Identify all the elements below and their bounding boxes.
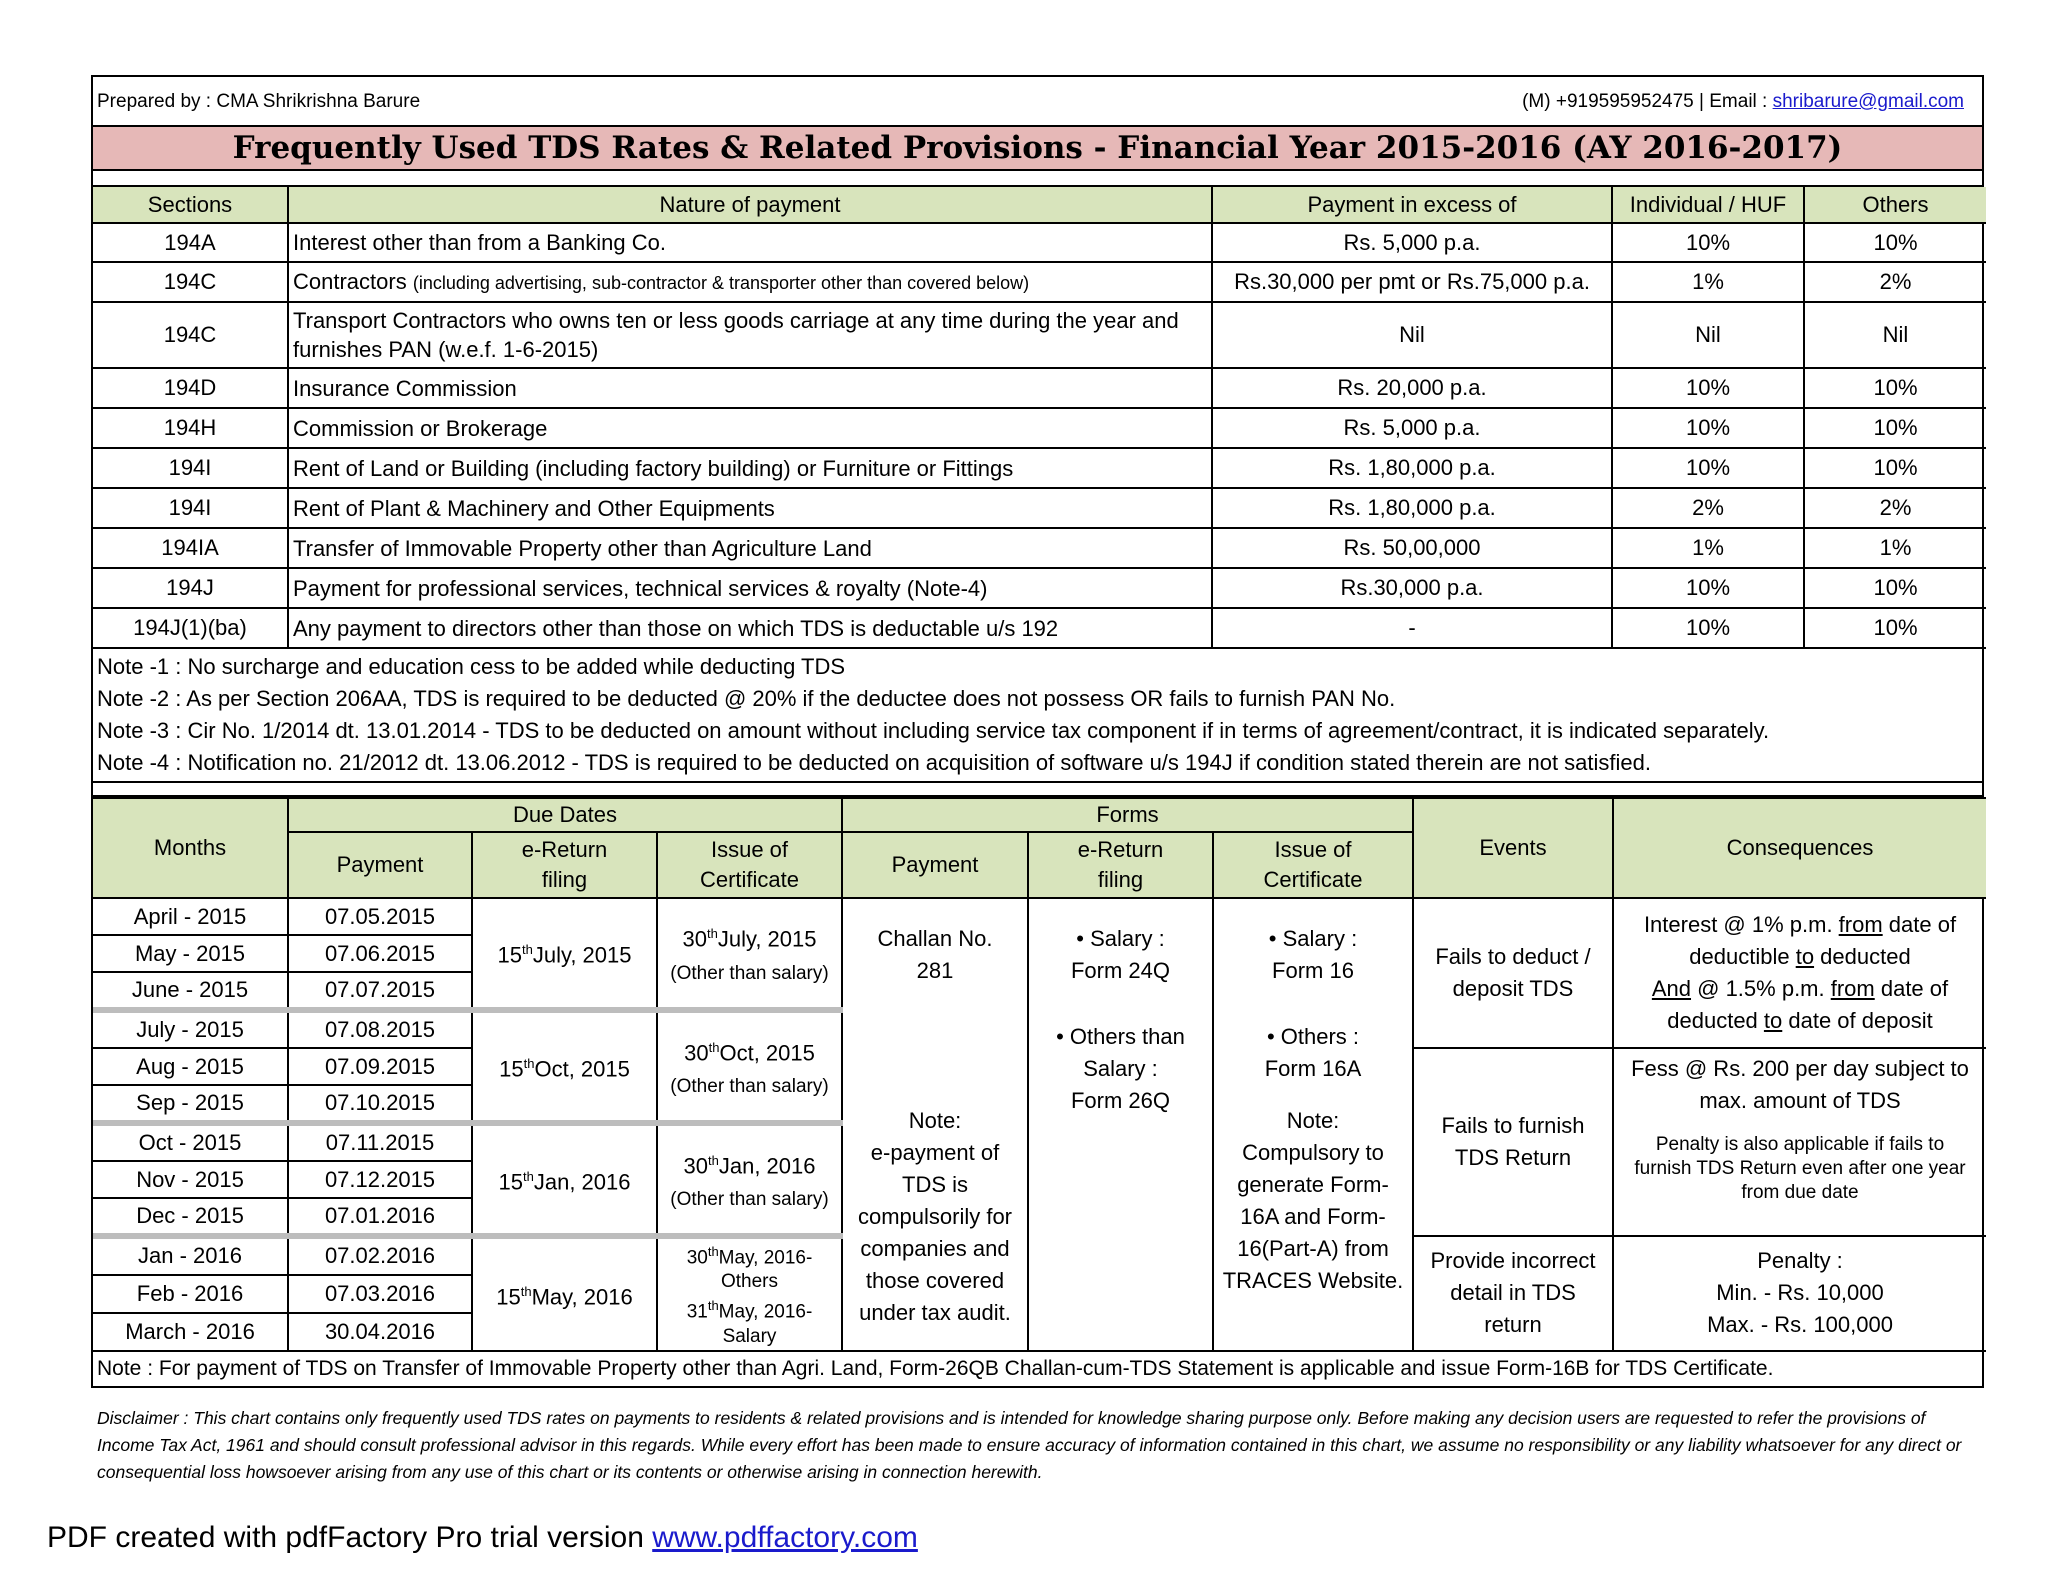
- limit-cell: Rs.30,000 per pmt or Rs.75,000 p.a.: [1212, 262, 1612, 302]
- spacer: [1618, 1117, 1982, 1133]
- event-line-1: Fails to deduct /: [1435, 944, 1591, 969]
- month-cell: Sep - 2015: [93, 1085, 288, 1123]
- header-limit: Payment in excess of: [1212, 187, 1612, 223]
- challan-line-1: Challan No.: [877, 926, 993, 951]
- date-rest: Oct, 2015: [719, 1040, 815, 1066]
- consequence-line-1: Fess @ Rs. 200 per day subject to: [1631, 1056, 1969, 1081]
- issue-note-line: 16A and Form-: [1240, 1204, 1386, 1229]
- date-rest: Jan, 2016: [533, 1169, 631, 1195]
- spacer: [93, 171, 1982, 187]
- limit-cell: Rs. 20,000 p.a.: [1212, 368, 1612, 408]
- nature-cell: Insurance Commission: [288, 368, 1212, 408]
- nature-cell: Commission or Brokerage: [288, 408, 1212, 448]
- rate-row: [93, 448, 1986, 488]
- issue-note-line: Compulsory to: [1242, 1140, 1384, 1165]
- certificate-note: (Other than salary): [670, 1076, 829, 1098]
- ereturn-others-line-2: Salary :: [1083, 1056, 1158, 1081]
- individual-rate-cell: 10%: [1612, 408, 1804, 448]
- event-line-1: Provide incorrect: [1430, 1248, 1596, 1274]
- header-issue-line-2: Certificate: [699, 867, 800, 892]
- date-rest: Oct, 2015: [534, 1056, 630, 1082]
- section-cell: 194D: [93, 368, 288, 408]
- certificate-line-4: Salary: [722, 1325, 777, 1347]
- note-3: Note -3 : Cir No. 1/2014 dt. 13.01.2014 - TDS to be deducted on amount without including service tax component if in terms of agreement/contract, it is indicated separately.: [97, 718, 1770, 743]
- nature-cell: [288, 262, 1212, 302]
- forms-ereturn-cell: [1028, 898, 1213, 1351]
- month-cell: Dec - 2015: [93, 1198, 288, 1236]
- note-2: Note -2 : As per Section 206AA, TDS is required to be deducted @ 20% if the deductee does not possess OR fails to furnish PAN No.: [97, 686, 1396, 711]
- contact-prefix: (M) +919595952475 | Email :: [1522, 91, 1773, 112]
- payment-date-cell: 07.10.2015: [288, 1085, 472, 1123]
- others-rate-cell: 2%: [1804, 262, 1986, 302]
- day: 30: [684, 1040, 709, 1066]
- contact-info: [1522, 91, 1964, 113]
- forms-payment-cell: [842, 898, 1028, 1351]
- event-line-2: deposit TDS: [1452, 976, 1574, 1001]
- text: @ 1.5% p.m.: [1691, 976, 1831, 1001]
- due-dates-table: [93, 797, 1986, 1352]
- individual-rate-cell: 10%: [1612, 448, 1804, 488]
- spacer: [93, 783, 1982, 797]
- ereturn-date-cell: [472, 898, 657, 1010]
- consequence-line-5: from due date: [1741, 1182, 1859, 1203]
- consequence-line-3: Max. - Rs. 100,000: [1707, 1312, 1893, 1338]
- header-forms-payment: Payment: [842, 832, 1028, 898]
- rate-row: [93, 262, 1986, 302]
- date-rest: Jan, 2016: [718, 1153, 816, 1179]
- day: 30: [686, 1247, 708, 1269]
- nature-text: Contractors: [293, 268, 407, 294]
- individual-rate-cell: 10%: [1612, 368, 1804, 408]
- header-ereturn-line-2: filing: [541, 867, 588, 892]
- pdf-footer: [47, 1521, 918, 1555]
- payment-note-line: under tax audit.: [859, 1300, 1011, 1325]
- event-cell: [1413, 1236, 1613, 1351]
- header-ereturn-line-1: e-Return: [521, 837, 608, 862]
- consequence-line-3: Penalty is also applicable if fails to: [1655, 1134, 1945, 1155]
- others-rate-cell: 10%: [1804, 223, 1986, 262]
- notes-block: [93, 649, 1982, 783]
- section-cell: 194H: [93, 408, 288, 448]
- header-bar: [93, 77, 1982, 127]
- certificate-line-1: [662, 1240, 837, 1270]
- consequence-cell: [1613, 1048, 1986, 1236]
- header-due-dates: Due Dates: [288, 798, 842, 832]
- date-rest: May, 2016: [531, 1283, 633, 1309]
- note-1: Note -1 : No surcharge and education cess to be added while deducting TDS: [97, 654, 846, 679]
- nature-cell: Rent of Land or Building (including factory building) or Furniture or Fittings: [288, 448, 1212, 488]
- header-issue-line-1: Issue of: [1274, 837, 1352, 862]
- section-cell: 194C: [93, 262, 288, 302]
- ereturn-salary-line-2: Form 24Q: [1070, 958, 1171, 983]
- month-cell: March - 2016: [93, 1313, 288, 1351]
- text-underlined: to: [1795, 944, 1815, 969]
- text-underlined: And: [1651, 976, 1692, 1001]
- event-cell: [1413, 898, 1613, 1048]
- text: date of deposit: [1782, 1008, 1933, 1033]
- month-cell: Jan - 2016: [93, 1236, 288, 1275]
- day: 15: [497, 942, 522, 968]
- others-rate-cell: 10%: [1804, 368, 1986, 408]
- certificate-date-cell: [657, 1236, 842, 1351]
- month-cell: Oct - 2015: [93, 1123, 288, 1161]
- issue-others-line-1: • Others :: [1266, 1024, 1360, 1049]
- text: date of: [1874, 976, 1949, 1001]
- header-forms: Forms: [842, 798, 1413, 832]
- day: 30: [682, 926, 707, 952]
- payment-note-line: compulsorily for: [857, 1204, 1013, 1229]
- text: Interest @ 1% p.m.: [1643, 912, 1839, 937]
- section-cell: 194I: [93, 488, 288, 528]
- rates-header-row: [93, 187, 1986, 223]
- certificate-date-cell: [657, 1123, 842, 1236]
- issue-note-line: 16(Part-A) from: [1237, 1236, 1389, 1261]
- event-line-2: TDS Return: [1454, 1145, 1572, 1170]
- rate-row: [93, 528, 1986, 568]
- header-nature: Nature of payment: [288, 187, 1212, 223]
- day: 15: [496, 1283, 521, 1309]
- header-months: Months: [93, 798, 288, 898]
- individual-rate-cell: 10%: [1612, 568, 1804, 608]
- issue-note-line: generate Form-: [1237, 1172, 1389, 1197]
- payment-note-line: e-payment of: [870, 1140, 1000, 1165]
- ereturn-others-line-1: • Others than: [1056, 1024, 1185, 1049]
- nature-note: (including advertising, sub-contractor & transporter other than covered below): [412, 272, 1030, 293]
- month-cell: Nov - 2015: [93, 1161, 288, 1198]
- consequence-line-2: max. amount of TDS: [1699, 1088, 1901, 1113]
- certificate-line-2: Others: [720, 1271, 779, 1293]
- consequence-line-1: [1618, 909, 1982, 941]
- challan-line-2: 281: [916, 958, 954, 983]
- prepared-by: Prepared by : CMA Shrikrishna Barure: [97, 91, 421, 112]
- text-underlined: from: [1838, 912, 1883, 937]
- header-due-ereturn: [472, 832, 657, 898]
- nature-cell: Transport Contractors who owns ten or less goods carriage at any time during the year and furnishes PAN (w.e.f. 1-6-2015): [288, 302, 1212, 368]
- text: deducted: [1667, 1008, 1764, 1033]
- text: date of: [1882, 912, 1957, 937]
- ereturn-salary-line-1: • Salary :: [1076, 926, 1165, 951]
- ordinal: th: [521, 942, 533, 958]
- others-rate-cell: 10%: [1804, 568, 1986, 608]
- issue-others-line-2: Form 16A: [1264, 1056, 1362, 1081]
- issue-salary-line-1: • Salary :: [1268, 926, 1358, 951]
- limit-cell: Rs. 5,000 p.a.: [1212, 223, 1612, 262]
- consequence-line-2: Min. - Rs. 10,000: [1716, 1280, 1884, 1306]
- pdf-footer-text: PDF created with pdfFactory Pro trial version: [47, 1521, 653, 1554]
- email-link[interactable]: shribarure@gmail.com: [1772, 91, 1964, 112]
- due-header-row-1: [93, 798, 1986, 832]
- month-cell: Feb - 2016: [93, 1275, 288, 1313]
- issue-note-title: Note:: [1286, 1108, 1340, 1133]
- limit-cell: Rs. 1,80,000 p.a.: [1212, 448, 1612, 488]
- certificate-note: (Other than salary): [670, 1189, 829, 1211]
- ordinal: th: [523, 1168, 534, 1184]
- event-cell: [1413, 1048, 1613, 1236]
- ordinal: th: [706, 926, 718, 942]
- individual-rate-cell: 1%: [1612, 528, 1804, 568]
- payment-note-line: companies and: [860, 1236, 1010, 1261]
- tds-rates-table: [93, 187, 1986, 649]
- others-rate-cell: 10%: [1804, 408, 1986, 448]
- certificate-date-cell: [657, 1010, 842, 1123]
- tds-chart: [91, 75, 1984, 1388]
- day: 31: [686, 1301, 708, 1323]
- consequence-line-2: [1618, 941, 1982, 973]
- month-cell: Aug - 2015: [93, 1048, 288, 1085]
- payment-date-cell: 07.01.2016: [288, 1198, 472, 1236]
- nature-cell: Payment for professional services, technical services & royalty (Note-4): [288, 568, 1212, 608]
- individual-rate-cell: 2%: [1612, 488, 1804, 528]
- payment-date-cell: 07.06.2015: [288, 935, 472, 972]
- payment-note-line: TDS is: [902, 1172, 968, 1197]
- individual-rate-cell: 10%: [1612, 608, 1804, 648]
- ordinal: th: [523, 1055, 535, 1071]
- forms-issue-cell: [1213, 898, 1413, 1351]
- payment-note-line: those covered: [865, 1268, 1005, 1293]
- issue-note-line: TRACES Website.: [1222, 1268, 1404, 1293]
- ereturn-date-cell: [472, 1236, 657, 1351]
- consequence-cell: [1613, 1236, 1986, 1351]
- section-cell: 194J: [93, 568, 288, 608]
- payment-date-cell: 07.05.2015: [288, 898, 472, 935]
- header-forms-ereturn: [1028, 832, 1213, 898]
- footer-note: Note : For payment of TDS on Transfer of Immovable Property other than Agri. Land, Form-26QB Challan-cum-TDS Statement is applicable and issue Form-16B for TDS Certificate.: [97, 1356, 1774, 1380]
- header-consequences: Consequences: [1613, 798, 1986, 898]
- spacer: [1218, 987, 1408, 1021]
- ordinal: th: [707, 1298, 719, 1314]
- nature-cell: Transfer of Immovable Property other than Agriculture Land: [288, 528, 1212, 568]
- day: 30: [683, 1153, 708, 1179]
- others-rate-cell: Nil: [1804, 302, 1986, 368]
- rate-row: [93, 608, 1986, 648]
- header-due-issue: [657, 832, 842, 898]
- payment-date-cell: 07.02.2016: [288, 1236, 472, 1275]
- header-individual: Individual / HUF: [1612, 187, 1804, 223]
- individual-rate-cell: 1%: [1612, 262, 1804, 302]
- ereturn-others-line-3: Form 26Q: [1070, 1088, 1171, 1113]
- ordinal: th: [520, 1283, 532, 1299]
- individual-rate-cell: Nil: [1612, 302, 1804, 368]
- header-issue-line-1: Issue of: [710, 837, 789, 862]
- section-cell: 194J(1)(ba): [93, 608, 288, 648]
- consequence-line-1: Penalty :: [1757, 1248, 1843, 1274]
- consequence-line-4: furnish TDS Return even after one year: [1634, 1158, 1966, 1179]
- consequence-cell: [1613, 898, 1986, 1048]
- others-rate-cell: 1%: [1804, 528, 1986, 568]
- certificate-date-cell: [657, 898, 842, 1010]
- payment-date-cell: 07.11.2015: [288, 1123, 472, 1161]
- limit-cell: Rs. 50,00,000: [1212, 528, 1612, 568]
- others-rate-cell: 10%: [1804, 448, 1986, 488]
- day: 15: [499, 1056, 524, 1082]
- date-rest: May, 2016-: [718, 1247, 813, 1269]
- rate-row: [93, 223, 1986, 262]
- text: deducted: [1814, 944, 1911, 969]
- issue-salary-line-2: Form 16: [1272, 958, 1354, 983]
- section-cell: 194C: [93, 302, 288, 368]
- pdffactory-link[interactable]: www.pdffactory.com: [652, 1521, 918, 1554]
- payment-date-cell: 07.07.2015: [288, 972, 472, 1010]
- rate-row: [93, 302, 1986, 368]
- date-rest: July, 2015: [717, 926, 817, 952]
- event-line-1: Fails to furnish: [1441, 1113, 1585, 1138]
- month-cell: June - 2015: [93, 972, 288, 1010]
- limit-cell: Nil: [1212, 302, 1612, 368]
- consequence-line-4: [1618, 1005, 1982, 1037]
- rate-row: [93, 368, 1986, 408]
- page-title: Frequently Used TDS Rates & Related Provisions - Financial Year 2015-2016 (AY 2016-2017): [93, 127, 1982, 171]
- disclaimer: Disclaimer : This chart contains only frequently used TDS rates on payments to residents & related provisions and is intended for knowledge sharing purpose only. Before making any decision users are requested to refer the provisions of Income Tax Act, 1961 and should consult professional advisor in this regards. While every effort has been made to ensure accuracy of information contained in this chart, we assume no responsibility or any liability whatsoever for any direct or consequential loss howsoever arising from any use of this chart or its contents or otherwise arising in connection herewith.: [97, 1408, 1962, 1482]
- others-rate-cell: 2%: [1804, 488, 1986, 528]
- header-due-payment: Payment: [288, 832, 472, 898]
- header-sections: Sections: [93, 187, 288, 223]
- ordinal: th: [708, 1152, 719, 1168]
- date-rest: July, 2015: [532, 942, 632, 968]
- limit-cell: Rs.30,000 p.a.: [1212, 568, 1612, 608]
- text-underlined: from: [1830, 976, 1875, 1001]
- limit-cell: Rs. 1,80,000 p.a.: [1212, 488, 1612, 528]
- individual-rate-cell: 10%: [1612, 223, 1804, 262]
- date-rest: May, 2016-: [718, 1301, 813, 1323]
- ordinal: th: [707, 1244, 719, 1259]
- event-line-3: return: [1484, 1312, 1542, 1338]
- spacer: [847, 987, 1023, 1105]
- month-row: [93, 898, 1986, 935]
- payment-date-cell: 07.03.2016: [288, 1275, 472, 1313]
- spacer: [1218, 1085, 1408, 1105]
- section-cell: 194I: [93, 448, 288, 488]
- header-events: Events: [1413, 798, 1613, 898]
- payment-date-cell: 07.09.2015: [288, 1048, 472, 1085]
- payment-note-title: Note:: [908, 1108, 962, 1133]
- section-cell: 194A: [93, 223, 288, 262]
- payment-date-cell: 30.04.2016: [288, 1313, 472, 1351]
- payment-date-cell: 07.12.2015: [288, 1161, 472, 1198]
- day: 15: [498, 1169, 523, 1195]
- certificate-line-3: [662, 1294, 837, 1324]
- ereturn-date-cell: [472, 1123, 657, 1236]
- rate-row: [93, 408, 1986, 448]
- ordinal: th: [708, 1039, 720, 1055]
- month-cell: July - 2015: [93, 1010, 288, 1048]
- ereturn-date-cell: [472, 1010, 657, 1123]
- month-cell: May - 2015: [93, 935, 288, 972]
- nature-cell: Interest other than from a Banking Co.: [288, 223, 1212, 262]
- header-ereturn-line-1: e-Return: [1077, 837, 1164, 862]
- text: deductible: [1689, 944, 1796, 969]
- header-ereturn-line-2: filing: [1097, 867, 1144, 892]
- nature-cell: Any payment to directors other than those on which TDS is deductable u/s 192: [288, 608, 1212, 648]
- payment-date-cell: 07.08.2015: [288, 1010, 472, 1048]
- consequence-line-3: [1618, 973, 1982, 1005]
- rate-row: [93, 568, 1986, 608]
- month-cell: April - 2015: [93, 898, 288, 935]
- others-rate-cell: 10%: [1804, 608, 1986, 648]
- header-issue-line-2: Certificate: [1263, 867, 1363, 892]
- nature-cell: Rent of Plant & Machinery and Other Equipments: [288, 488, 1212, 528]
- header-others: Others: [1804, 187, 1986, 223]
- limit-cell: -: [1212, 608, 1612, 648]
- certificate-note: (Other than salary): [670, 962, 829, 984]
- spacer: [1033, 987, 1208, 1021]
- header-forms-issue: [1213, 832, 1413, 898]
- note-4: Note -4 : Notification no. 21/2012 dt. 13.06.2012 - TDS is required to be deducted on acquisition of software u/s 194J if condition stated therein are not satisfied.: [97, 750, 1651, 775]
- event-line-2: detail in TDS: [1450, 1280, 1576, 1306]
- section-cell: 194IA: [93, 528, 288, 568]
- rate-row: [93, 488, 1986, 528]
- text-underlined: to: [1763, 1008, 1783, 1033]
- limit-cell: Rs. 5,000 p.a.: [1212, 408, 1612, 448]
